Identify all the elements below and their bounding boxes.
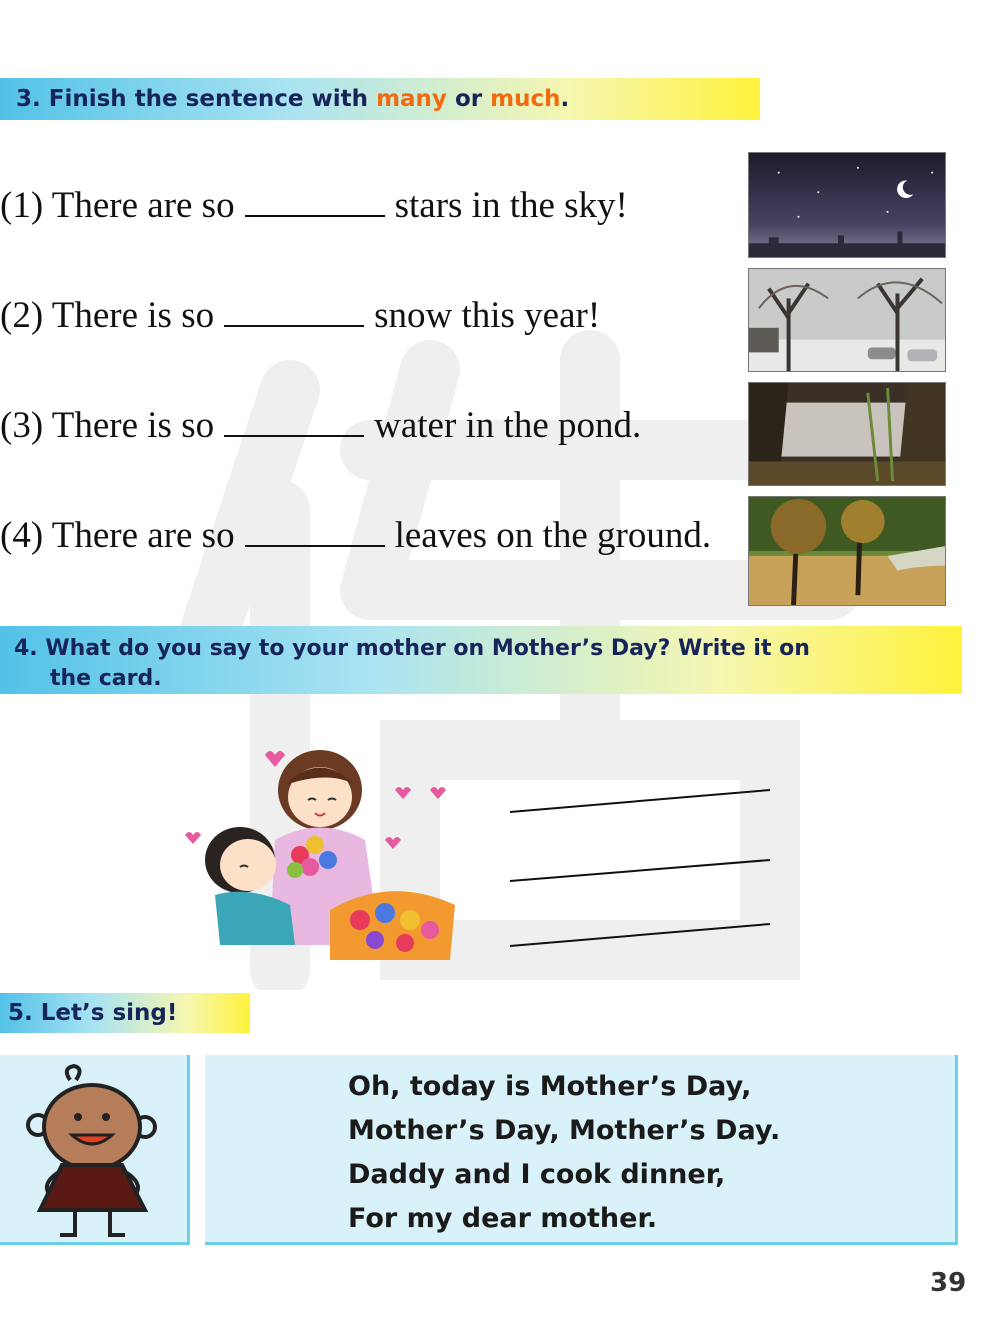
- girl-character-icon: [0, 1055, 190, 1245]
- pond-photo: [748, 382, 946, 486]
- mother-son-illustration: [180, 745, 455, 960]
- song-lyrics-box: [205, 1055, 958, 1245]
- section-3-instruction: Finish the sentence with: [48, 86, 369, 112]
- snowy-street-photo: [748, 268, 946, 372]
- answer-blank-3[interactable]: [224, 405, 364, 437]
- word-much: much: [490, 86, 561, 112]
- sentence-4-after: leaves on the ground.: [394, 515, 712, 556]
- sentence-2: [0, 294, 600, 337]
- sentence-3-after: water in the pond.: [374, 405, 642, 446]
- sentence-3: [0, 404, 641, 447]
- sentence-4: [0, 514, 711, 557]
- section-3-banner: [0, 78, 760, 120]
- section-5-banner: [0, 993, 250, 1033]
- lyric-line-4: For my dear mother.: [348, 1203, 658, 1234]
- sentence-4-number: (4): [0, 515, 44, 556]
- answer-blank-1[interactable]: [245, 185, 385, 217]
- song-character-box: [0, 1055, 190, 1245]
- section-4-line-2: the card.: [50, 666, 162, 691]
- word-many: many: [376, 86, 447, 112]
- sentence-1-after: stars in the sky!: [394, 185, 628, 226]
- page-number: 39: [930, 1268, 967, 1298]
- sentence-1-number: (1): [0, 185, 44, 226]
- lyric-line-1: Oh, today is Mother’s Day,: [348, 1071, 752, 1102]
- instruction-period: .: [560, 86, 570, 112]
- section-5-number: 5.: [8, 1000, 33, 1026]
- word-or: or: [454, 86, 483, 112]
- card-writing-lines[interactable]: [505, 780, 775, 955]
- sentence-1: [0, 184, 628, 227]
- sentence-2-after: snow this year!: [374, 295, 601, 336]
- sentence-4-before: There are so: [51, 515, 235, 556]
- sentence-3-before: There is so: [51, 405, 215, 446]
- fallen-leaves-photo: [748, 496, 946, 606]
- lyric-line-2: Mother’s Day, Mother’s Day.: [348, 1115, 781, 1146]
- section-4-number: 4.: [14, 636, 38, 661]
- section-4-instruction: What do you say to your mother on Mother’s Day? Write it on: [45, 636, 810, 661]
- sentence-1-before: There are so: [51, 185, 235, 226]
- sentence-2-number: (2): [0, 295, 44, 336]
- answer-blank-2[interactable]: [224, 295, 364, 327]
- answer-blank-4[interactable]: [245, 515, 385, 547]
- section-4-banner: [0, 626, 962, 694]
- section-5-title: Let’s sing!: [40, 1000, 178, 1026]
- section-3-number: 3.: [16, 86, 41, 112]
- lyric-line-3: Daddy and I cook dinner,: [348, 1159, 726, 1190]
- section-4-line-1: [14, 634, 810, 664]
- sentence-3-number: (3): [0, 405, 44, 446]
- night-sky-photo: [748, 152, 946, 258]
- sentence-2-before: There is so: [51, 295, 215, 336]
